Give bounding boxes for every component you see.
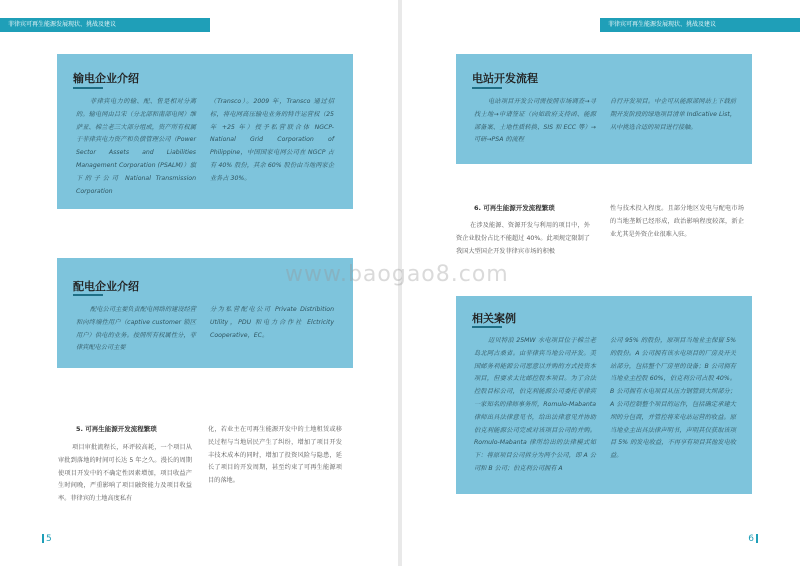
page-number-bar-icon [42, 534, 44, 543]
transmission-title: 输电企业介绍 [73, 72, 139, 85]
distribution-col1: 配电公司主要负责配电网络的建设经营和向终端性用户（captive customer 锁区用户）供电的业务。按照所有权属性分，菲律宾配电公司主要 [76, 306, 196, 352]
watermark: www.baogao8.com [285, 262, 509, 287]
distribution-title-underline [73, 294, 103, 296]
section5-col2: 化，若业主在可再生能源开发中的土地租赁或移民过程与当地居民产生了纠纷，增加了项目开发丰技术成本的同时，增加了投资风险与隐患，延长了项目的开发周期，甚至约束了可再生能源项目的落地。 [208, 426, 342, 485]
left-page-number: 5 [40, 534, 52, 544]
station-col1: 电站项目开发公司需按照市场调查→寻找土地→申请签证（向如政府支持函、能源部备案、土地性质转换、SIS 和 ECC 等）→可研→PSA 的流程 [474, 98, 596, 144]
left-header-bar: 菲律宾可再生能源发展现状、挑战及建议 [0, 18, 210, 32]
distribution-col2: 分为私营配电公司 Private Distribition Utility，PDU 和电力合作社 Elctricity Cooperative，EC。 [210, 306, 334, 339]
page-number-bar-icon [756, 534, 758, 543]
section5-title: 5. 可再生能源开发流程繁琐 [76, 425, 157, 433]
right-page-number: 6 [748, 534, 760, 544]
right-header-bar: 菲律宾可再生能源发展现状、挑战及建议 [600, 18, 800, 32]
section6-col1: 在涉及能源、资源开发与利用的项目中，外资企业股份占比不能超过 40%。此项规定限制了我国大型国企开发菲律宾市场的积极 [456, 222, 590, 255]
station-col2: 自行开发项目。中企可从能源部网站上下载前期开发阶段的绿地项目清单 Indicative List，从中挑选合适的项目进行接触。 [610, 98, 736, 131]
section6-col2: 性与技术投入程度。且部分地区发电与配电市场的当地垄断已经形成，政治影响程度较深，新企业尤其是外资企业很难入驻。 [610, 205, 744, 238]
transmission-col1: 菲律宾电力的输、配、售是相对分离的。输电网由吕宋（分北部和南部电网）维萨亚、棉兰老三大部分组成，资产所有权属于菲律宾电力资产和负债管理公司（Power Sector Assets and Liabilities Management Corporation (PSALM)）旗下的子公司 National Transmission Corporation [76, 98, 196, 195]
transmission-col2: （Transco）。2009 年，Transco 通过招标，将电网高压输电业务的特许运营权（25 年 +25 年）授予私营联合体 NGCP-National Grid Corporation of Philippine，中国国家电网公司在 NGCP 占有 40% 股份，其余 60% 股份由当地两家企业各占 30%。 [210, 98, 334, 182]
cases-col1: 迈贝特浪 25MW 水电项目位于棉兰老岛北阿古桑省。由菲律宾当地公司开发。美国邮务利能源公司愿意以并购的方式投资本项目，但要求太比邮控股本项目。为了合法控股目标公司，伯克利能源公司委托菲律宾一家知名的律师事务所，Romulo-Mabanta 律师出具法律意见书，给出法律意见并协助伯克利能源公司完成对该项目公司的并购。Romulo-Mabanta 律所给出的法律模式如下：将原项目公司拆分为两个公司，即 A 公司和 B 公司；伯克利公司拥有 A [474, 337, 596, 472]
station-title: 电站开发流程 [472, 72, 538, 85]
cases-title: 相关案例 [472, 312, 516, 325]
transmission-title-underline [73, 87, 103, 89]
distribution-title: 配电企业介绍 [73, 280, 139, 293]
cases-col2: 公司 95% 的股份，原项目当地业主保留 5% 的股份。A 公司拥有该水电项目的厂房及开关站部分，包括整个厂房里的设备；B 公司拥有当地业主控股 60%，伯克利公司占股 40%。B 公司拥有水电项目从压力钢管到大坝部分；A 公司控制整个项目的运作，包括确定承建大坝的分包商，并管控将来电站运营的收益。原当地业主出具法律声明书，声明其仅获取该项目 5% 的发电收益，不再享有项目其他发电收益。 [610, 337, 736, 460]
station-title-underline [472, 87, 502, 89]
section6-title: 6. 可再生能源开发流程繁琐 [474, 204, 555, 212]
cases-title-underline [472, 326, 502, 328]
section5-col1: 项目审批流程长，环评较高耗，一个项目从审批到落地的时间可长达 5 年之久。漫长的周期使项目开发中的不确定性因素增加，项目收益产生时间晚，严重影响了项目融资能力及项目收益率。菲律宾的土地高度私有 [58, 444, 192, 503]
